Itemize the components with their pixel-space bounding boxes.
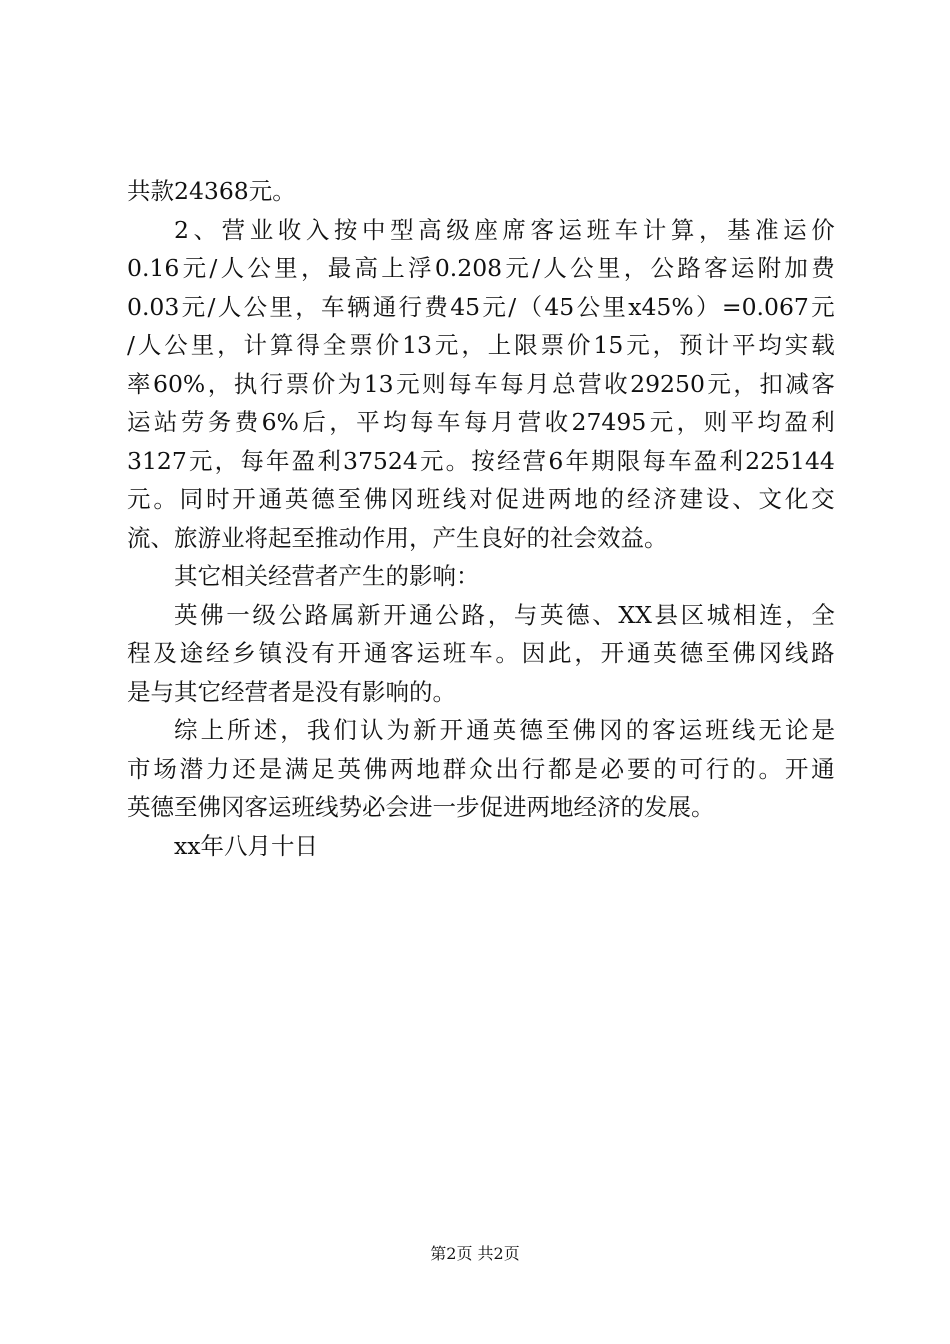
text-line: 英 佛 一 级 公 路 属 新 开 通 公 路 ， 与 英 德 、 XX 县 区 城 相 连 ， 全 xyxy=(174,600,835,629)
text-line: 市 场 潜 力 还 是 满 足 英 佛 两 地 群 众 出 行 都 是 必 要 的 可 行 的 。 开 通 xyxy=(127,754,835,783)
text-line: 共款24368元。 xyxy=(127,177,296,205)
body-text xyxy=(127,172,835,865)
text-line: 其它相关经营者产生的影响： xyxy=(174,562,480,590)
text-line: 0.16 元 / 人 公 里 ， 最 高 上 浮 0.208 元 / 人 公 里 ， 公 路 客 运 附 加 费 xyxy=(127,254,835,282)
text-line: 3127 元 ， 每 年 盈 利 37524 元 。 按 经 营 6 年 期 限 每 车 盈 利 225144 xyxy=(127,446,835,475)
text-line: xx年八月十日 xyxy=(174,831,319,860)
text-line: 率 60% ， 执 行 票 价 为 13 元 则 每 车 每 月 总 营 收 29250 元 ， 扣 减 客 xyxy=(127,369,835,398)
text-line: 是与其它经营者是没有影响的。 xyxy=(127,677,456,706)
text-line: 程 及 途 经 乡 镇 没 有 开 通 客 运 班 车 。 因 此 ， 开 通 英 德 至 佛 冈 线 路 xyxy=(127,639,835,667)
text-line: 英德至佛冈客运班线势必会进一步促进两地经济的发展。 xyxy=(127,793,715,821)
text-line: 运 站 劳 务 费 6% 后 ， 平 均 每 车 每 月 营 收 27495 元 ， 则 平 均 盈 利 xyxy=(127,408,835,436)
text-line: 0.03 元 / 人 公 里 ， 车 辆 通 行 费 45 元 / （ 45 公 里 x45% ） =0.067 元 xyxy=(127,292,835,321)
text-line: 综 上 所 述 ， 我 们 认 为 新 开 通 英 德 至 佛 冈 的 客 运 班 线 无 论 是 xyxy=(174,716,835,744)
text-line: / 人 公 里 ， 计 算 得 全 票 价 13 元 ， 上 限 票 价 15 元 ， 预 计 平 均 实 载 xyxy=(127,331,835,359)
text-line: 元 。 同 时 开 通 英 德 至 佛 冈 班 线 对 促 进 两 地 的 经 济 建 设 、 文 化 交 xyxy=(127,485,835,513)
text-line: 2 、 营 业 收 入 按 中 型 高 级 座 席 客 运 班 车 计 算 ， 基 准 运 价 xyxy=(174,215,835,244)
text-line: 流、旅游业将起至推动作用，产生良好的社会效益。 xyxy=(127,523,668,552)
page-footer: 第2页 共2页 xyxy=(430,1244,520,1263)
